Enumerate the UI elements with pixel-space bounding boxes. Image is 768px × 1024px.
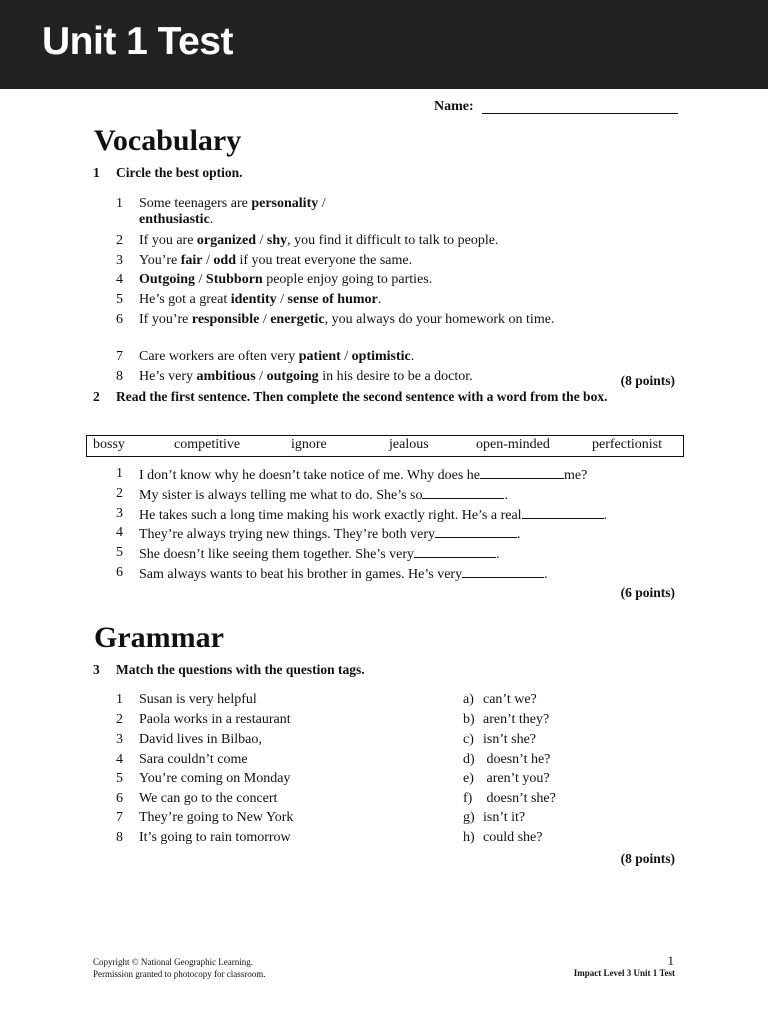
item-number: 2 <box>116 486 123 501</box>
item-text: If you are organized / shy, you find it difficult to talk to people. <box>139 233 499 248</box>
tag-letter: g) <box>463 810 475 825</box>
item-number: 4 <box>116 525 123 540</box>
item-number: 5 <box>116 545 123 560</box>
item-text: Some teenagers are personality / enthusiastic. <box>139 196 326 227</box>
option-b[interactable]: sense of humor <box>287 292 378 307</box>
item-number: 3 <box>116 732 123 747</box>
tag-letter: f) <box>463 791 473 806</box>
item-text: My sister is always telling me what to do. She’s so . <box>139 488 508 503</box>
ex3-tag[interactable] <box>463 692 537 708</box>
item-text: He’s got a great identity / sense of humor. <box>139 292 382 307</box>
ex3-tag[interactable] <box>463 732 536 748</box>
points-label: (8 points) <box>620 373 675 388</box>
option-b[interactable]: optimistic <box>351 349 411 364</box>
option-a[interactable]: ambitious <box>196 369 256 384</box>
answer-blank[interactable] <box>435 525 517 538</box>
item-text: David lives in Bilbao, <box>139 732 262 747</box>
footer-copyright <box>93 956 265 980</box>
item-text: Susan is very helpful <box>139 692 257 707</box>
option-b[interactable]: odd <box>213 253 236 268</box>
item-number: 8 <box>116 830 123 845</box>
item-number: 5 <box>116 771 123 786</box>
item-text: You’re coming on Monday <box>139 771 291 786</box>
item-text: She doesn’t like seeing them together. She’s very . <box>139 547 500 562</box>
option-b[interactable]: energetic <box>270 312 325 327</box>
item-text: I don’t know why he doesn’t take notice of me. Why does he me? <box>139 468 588 483</box>
option-a[interactable]: responsible <box>191 312 260 327</box>
item-number: 1 <box>116 466 123 481</box>
option-a[interactable]: personality <box>251 196 319 211</box>
tag-text: aren’t they? <box>483 712 550 727</box>
exercise-instruction: Match the questions with the question tags. <box>116 662 365 677</box>
tag-letter: a) <box>463 692 474 707</box>
option-b[interactable]: enthusiastic <box>139 212 210 227</box>
option-a[interactable]: organized <box>196 233 257 248</box>
tag-letter: d) <box>463 752 475 767</box>
option-b[interactable]: Stubborn <box>205 272 263 287</box>
item-number: 7 <box>116 810 123 825</box>
item-number: 2 <box>116 233 123 248</box>
item-text: We can go to the concert <box>139 791 278 806</box>
ex3-tag[interactable] <box>463 810 525 826</box>
tag-text: aren’t you? <box>483 771 550 786</box>
exercise-2-heading <box>93 389 608 404</box>
tag-text: isn’t she? <box>483 732 537 747</box>
word-box-item: jealous <box>389 437 429 452</box>
tag-text: can’t we? <box>483 692 537 707</box>
tag-letter: e) <box>463 771 474 786</box>
tag-text: doesn’t she? <box>483 791 556 806</box>
header-banner <box>0 0 768 89</box>
item-text: Care workers are often very patient / optimistic. <box>139 349 415 364</box>
item-number: 6 <box>116 565 123 580</box>
page-title: Unit 1 Test <box>42 20 233 63</box>
item-text: They’re always trying new things. They’re both very . <box>139 527 521 542</box>
tag-letter: b) <box>463 712 475 727</box>
item-number: 8 <box>116 369 123 384</box>
option-a[interactable]: Outgoing <box>139 272 196 287</box>
answer-blank[interactable] <box>422 486 504 499</box>
option-a[interactable]: fair <box>180 253 203 268</box>
item-number: 3 <box>116 506 123 521</box>
ex3-tag[interactable] <box>463 830 542 846</box>
tag-letter: h) <box>463 830 475 845</box>
footer-course: Impact Level 3 Unit 1 Test <box>573 968 675 978</box>
item-text: If you’re responsible / energetic, you always do your homework on time. <box>139 312 555 327</box>
points-label: (8 points) <box>620 851 675 866</box>
answer-blank[interactable] <box>462 565 544 578</box>
section-title-grammar: Grammar <box>94 621 224 654</box>
exercise-number: 1 <box>93 165 100 180</box>
item-text: It’s going to rain tomorrow <box>139 830 291 845</box>
tag-text: isn’t it? <box>483 810 526 825</box>
item-text: They’re going to New York <box>139 810 294 825</box>
word-box-item: open-minded <box>476 437 550 452</box>
exercise-number: 2 <box>93 389 100 404</box>
word-box-item: competitive <box>174 437 241 452</box>
item-text: Outgoing / Stubborn people enjoy going to parties. <box>139 272 433 287</box>
name-field[interactable] <box>482 113 678 114</box>
item-text: He takes such a long time making his work exactly right. He’s a real . <box>139 508 608 523</box>
copyright-text: Copyright © National Geographic Learning. <box>93 957 254 967</box>
ex3-tag[interactable] <box>463 771 550 787</box>
exercise-number: 3 <box>93 662 100 677</box>
item-number: 7 <box>116 349 123 364</box>
item-number: 4 <box>116 752 123 767</box>
item-number: 1 <box>116 692 123 707</box>
ex3-tag[interactable] <box>463 712 549 728</box>
section-title-vocabulary: Vocabulary <box>94 124 242 157</box>
word-box <box>86 435 684 457</box>
tag-text: doesn’t he? <box>483 752 551 767</box>
item-number: 6 <box>116 312 123 327</box>
item-text: Paola works in a restaurant <box>139 712 291 727</box>
item-number: 4 <box>116 272 123 287</box>
option-a[interactable]: patient <box>298 349 341 364</box>
exercise-1-heading <box>93 165 243 180</box>
answer-blank[interactable] <box>480 466 564 479</box>
option-b[interactable]: shy <box>266 233 288 248</box>
item-number: 5 <box>116 292 123 307</box>
option-b[interactable]: outgoing <box>266 369 319 384</box>
word-box-item: bossy <box>93 437 125 452</box>
answer-blank[interactable] <box>414 545 496 558</box>
tag-letter: c) <box>463 732 474 747</box>
item-number: 3 <box>116 253 123 268</box>
points-label: (6 points) <box>620 585 675 600</box>
word-box-item: ignore <box>291 437 327 452</box>
item-text: He’s very ambitious / outgoing in his desire to be a doctor. <box>139 369 473 384</box>
permission-text: Permission granted to photocopy for classroom. <box>93 969 266 979</box>
item-text: Sara couldn’t come <box>139 752 248 767</box>
answer-blank[interactable] <box>522 506 604 519</box>
item-text: You’re fair / odd if you treat everyone the same. <box>139 253 413 268</box>
tag-text: could she? <box>483 830 543 845</box>
item-text: Sam always wants to beat his brother in games. He’s very . <box>139 567 548 582</box>
page-number: 1 <box>667 953 674 968</box>
item-number: 2 <box>116 712 123 727</box>
name-label: Name: <box>434 99 474 114</box>
option-a[interactable]: identity <box>230 292 277 307</box>
ex3-tag[interactable] <box>463 752 550 768</box>
exercise-instruction: Read the first sentence. Then complete the second sentence with a word from the box. <box>116 389 608 404</box>
item-number: 1 <box>116 196 123 211</box>
exercise-3-heading <box>93 662 365 677</box>
item-number: 6 <box>116 791 123 806</box>
word-box-item: perfectionist <box>592 437 662 452</box>
exercise-instruction: Circle the best option. <box>116 165 243 180</box>
ex3-tag[interactable] <box>463 791 556 807</box>
